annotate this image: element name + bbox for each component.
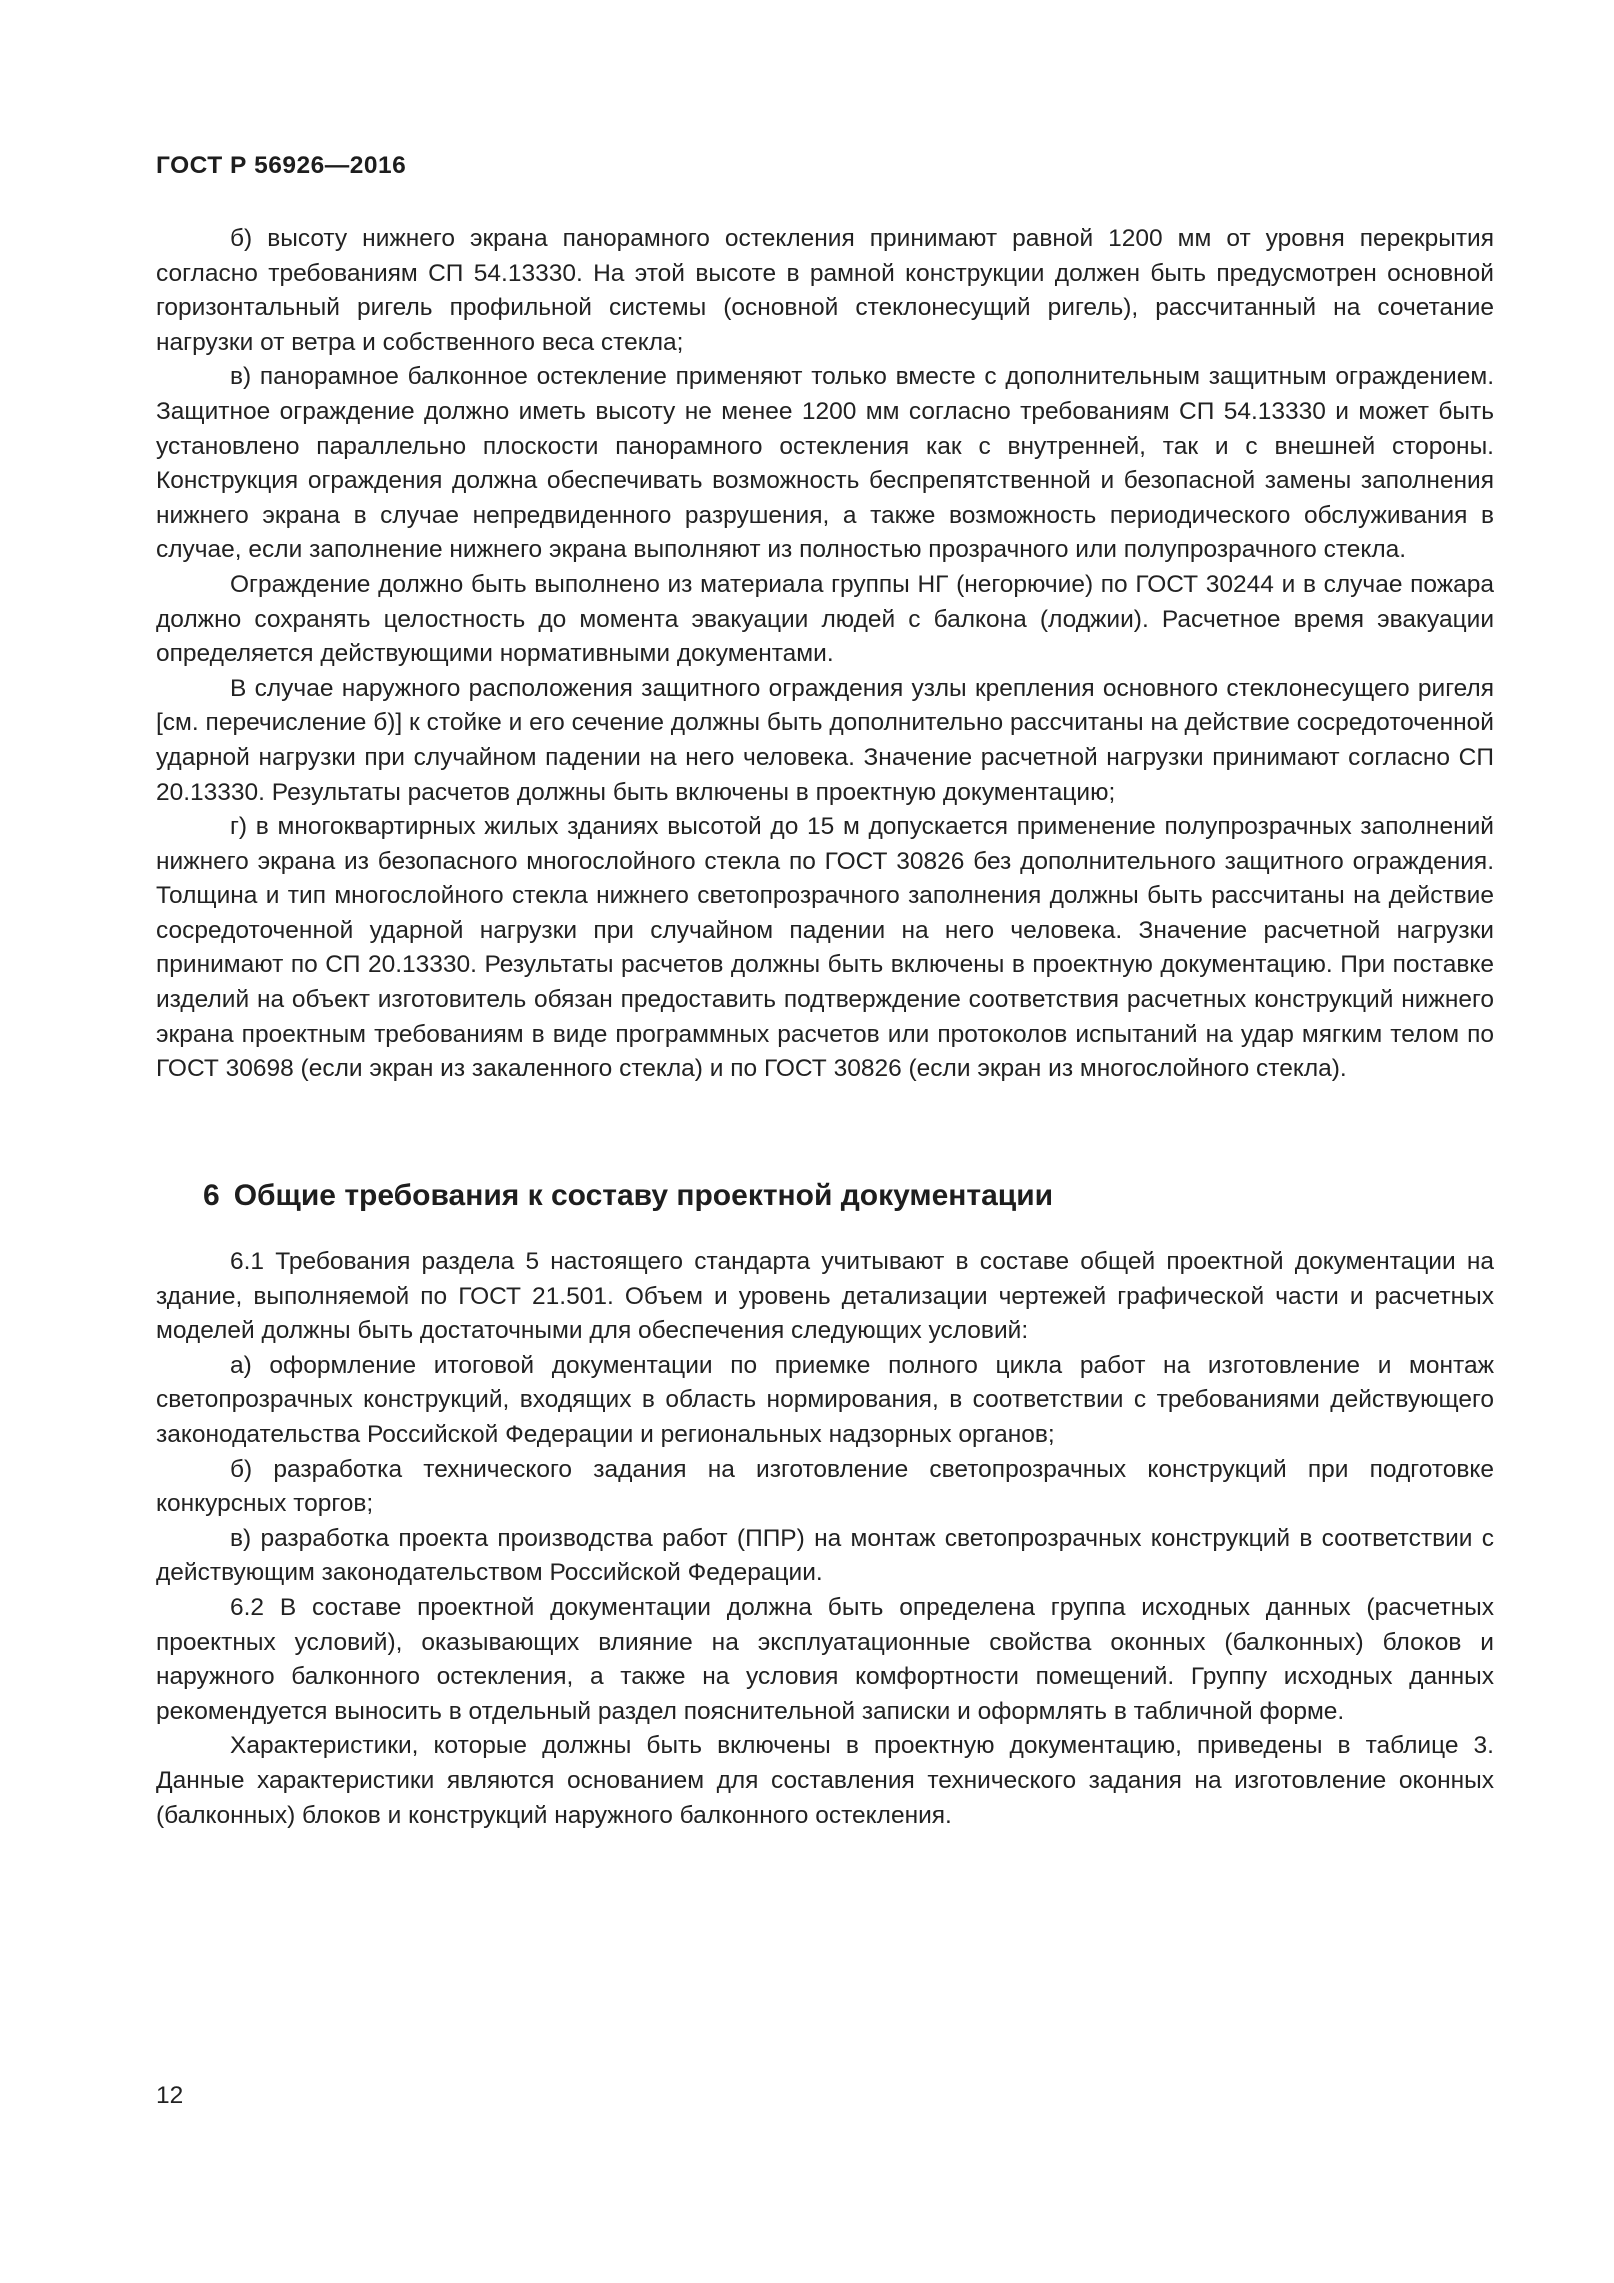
paragraph-6-1-v: в) разработка проекта производства работ (ППР) на монтаж светопрозрачных конструкций в соответствии с действующим законодательством Российской Федерации.: [156, 1524, 1494, 1587]
page-number: 12: [156, 2082, 184, 2109]
section-6-heading: [203, 1179, 1053, 1213]
paragraph-g: г) в многоквартирных жилых зданиях высотой до 15 м допускается применение полупрозрачных заполнений нижнего экрана из безопасного многослойного стекла по ГОСТ 30826 без дополнительного защитного ограждения. Толщина и тип многослойного стекла нижнего светопрозрачного заполнения должны быть рассчитаны на действие сосредоточенной ударной нагрузки при случайном падении на него человека. Значение расчетной нагрузки принимают по СП 20.13330. Результаты расчетов должны быть включены в проектную документацию. При поставке изделий на объект изготовитель обязан предоставить подтверждение соответствия расчетных конструкций нижнего экрана проектным требованиям в виде программных расчетов или протоколов испытаний на удар мягким телом по ГОСТ 30698 (если экран из закаленного стекла) и по ГОСТ 30826 (если экран из многослойного стекла).: [156, 813, 1494, 1083]
section-6-title: Общие требования к составу проектной документации: [233, 1179, 1054, 1212]
paragraph-fencing-material: Ограждение должно быть выполнено из материала группы НГ (негорючие) по ГОСТ 30244 и в случае пожара должно сохранять целостность до момента эвакуации людей с балкона (лоджии). Расчетное время эвакуации определяется действующими нормативными документами.: [156, 570, 1494, 668]
paragraph-external-fencing: В случае наружного расположения защитного ограждения узлы крепления основного стеклонесущего ригеля [см. перечисление б)] к стойке и его сечение должны быть дополнительно рассчитаны на действие сосредоточенной ударной нагрузки при случайном падении на него человека. Значение расчетной нагрузки принимают согласно СП 20.13330. Результаты расчетов должны быть включены в проектную документацию;: [156, 674, 1494, 806]
paragraph-table-3-reference: Характеристики, которые должны быть включены в проектную документацию, приведены в таблице 3. Данные характеристики являются основанием для составления технического задания на изготовление оконных (балконных) блоков и конструкций наружного балконного остекления.: [156, 1732, 1494, 1829]
section-5-continuation: [156, 222, 1494, 1087]
paragraph-6-1-b: б) разработка технического задания на изготовление светопрозрачных конструкций при подготовке конкурсных торгов;: [156, 1455, 1494, 1518]
section-6-number: 6: [203, 1179, 220, 1212]
paragraph-b: б) высоту нижнего экрана панорамного остекления принимают равной 1200 мм от уровня перекрытия согласно требованиям СП 54.13330. На этой высоте в рамной конструкции должен быть предусмотрен основной горизонтальный ригель профильной системы (основной стеклонесущий ригель), рассчитанный на сочетание нагрузки от ветра и собственного веса стекла;: [156, 225, 1494, 356]
paragraph-6-1: 6.1 Требования раздела 5 настоящего стандарта учитывают в составе общей проектной документации на здание, выполняемой по ГОСТ 21.501. Объем и уровень детализации чертежей графической части и расчетных моделей должны быть достаточными для обеспечения следующих условий:: [156, 1248, 1494, 1345]
paragraph-6-2: 6.2 В составе проектной документации должна быть определена группа исходных данных (расчетных проектных условий), оказывающих влияние на эксплуатационные свойства оконных (балконных) блоков и наружного балконного остекления, а также на условия комфортности помещений. Группу исходных данных рекомендуется выносить в отдельный раздел пояснительной записки и оформлять в табличной форме.: [156, 1593, 1494, 1725]
paragraph-6-1-a: а) оформление итоговой документации по приемке полного цикла работ на изготовление и монтаж светопрозрачных конструкций, входящих в область нормирования, в соответствии с требованиями действующего законодательства Российской Федерации и региональных надзорных органов;: [156, 1351, 1494, 1448]
paragraph-v: в) панорамное балконное остекление применяют только вместе с дополнительным защитным ограждением. Защитное ограждение должно иметь высоту не менее 1200 мм согласно требованиям СП 54.13330 и может быть установлено параллельно плоскости панорамного остекления как с внутренней, так и с внешней стороны. Конструкция ограждения должна обеспечивать возможность беспрепятственной и безопасной замены заполнения нижнего экрана в случае непредвиденного разрушения, а также возможность периодического обслуживания в случае, если заполнение нижнего экрана выполняют из полностью прозрачного или полупрозрачного стекла.: [156, 363, 1494, 564]
document-header: ГОСТ Р 56926—2016: [156, 152, 407, 179]
section-6-body: [156, 1245, 1494, 1833]
